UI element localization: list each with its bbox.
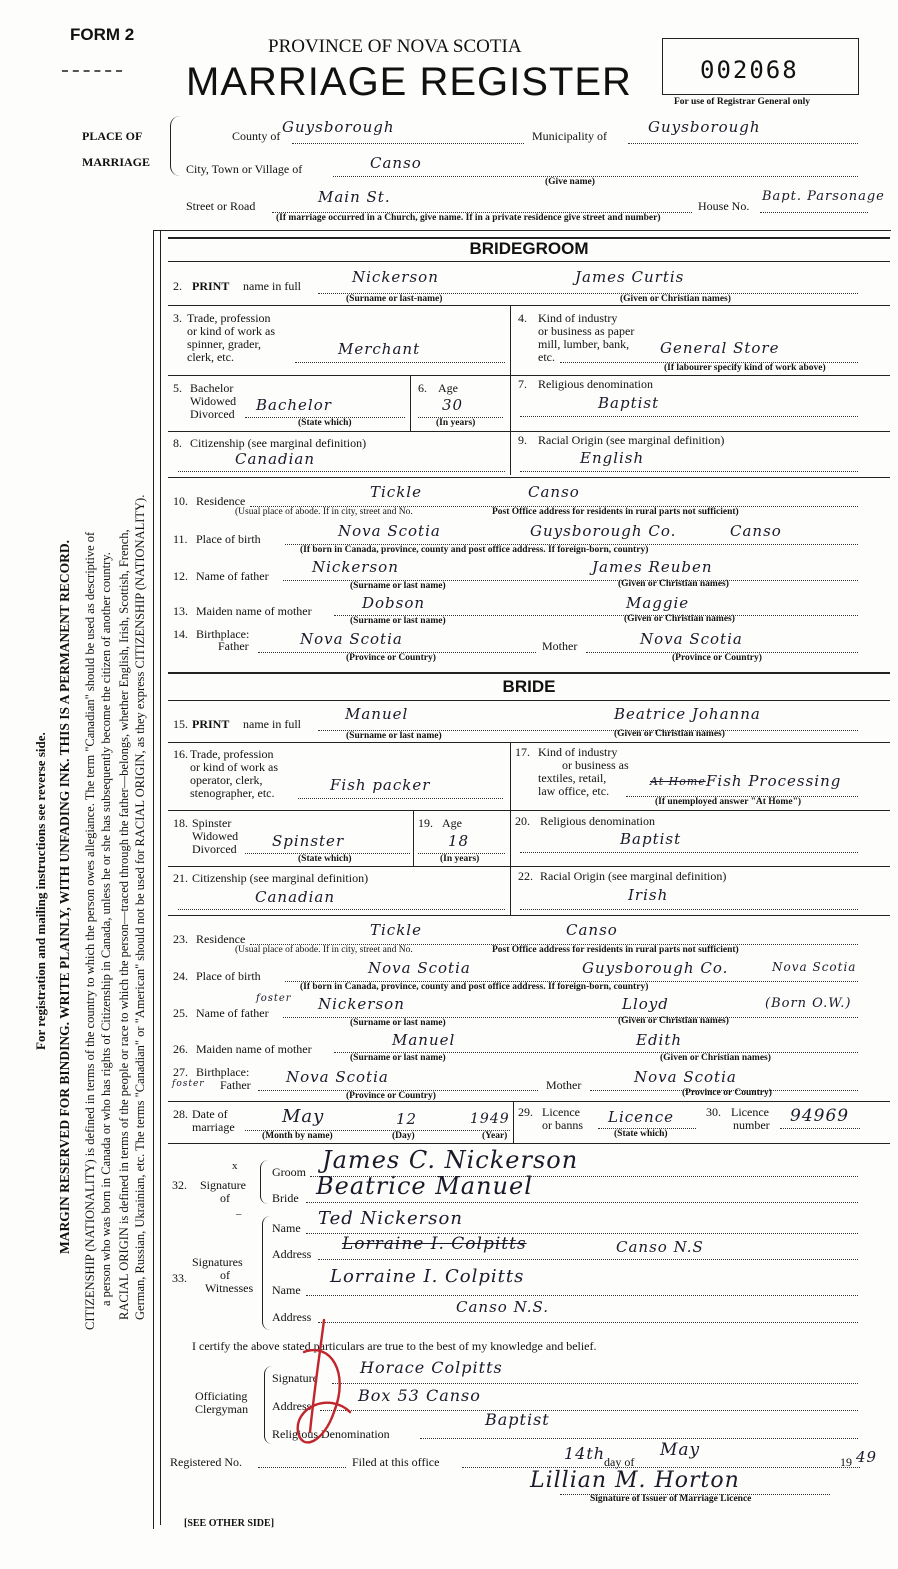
bride-heading: BRIDE [502, 677, 556, 696]
bride-trade[interactable]: Fish packer [330, 776, 431, 794]
q21-number: 21. [173, 871, 188, 885]
day-of-label: day of [604, 1455, 635, 1469]
groom-age[interactable]: 30 [442, 396, 464, 414]
groom-residence-2[interactable]: Canso [528, 483, 580, 501]
bride-sig-line [306, 1202, 858, 1203]
q12-given-caption: (Given or Christian names) [618, 579, 729, 589]
q15-surname-caption: (Surname or last name) [346, 731, 442, 741]
q33-line-1: Signatures [192, 1255, 243, 1269]
registered-no-label: Registered No. [170, 1455, 242, 1469]
bride-birth-2[interactable]: Guysborough Co. [582, 959, 729, 977]
witness2-name-label: Name [272, 1283, 301, 1297]
bride-mother-birthplace[interactable]: Nova Scotia [634, 1068, 737, 1086]
see-other-side: [SEE OTHER SIDE] [184, 1518, 275, 1529]
province-heading: PROVINCE OF NOVA SCOTIA [268, 36, 522, 57]
q5-number: 5. [173, 381, 182, 395]
q28-line-2: marriage [192, 1120, 235, 1134]
q15-label: name in full [243, 717, 301, 731]
row-rule [168, 431, 890, 432]
q19-caption: (In years) [440, 854, 480, 864]
q6-number: 6. [418, 381, 427, 395]
q16-line [298, 798, 503, 799]
q9-number: 9. [518, 433, 527, 447]
col-divider [510, 742, 511, 810]
q17-line-4: law office, etc. [538, 784, 610, 798]
filed-year-prefix: 19 [840, 1455, 852, 1469]
city-line [333, 176, 858, 177]
margin-instructions: For registration and mailing instructions see reverse side. [33, 732, 48, 1050]
house-value[interactable]: Bapt. Parsonage [762, 189, 885, 204]
q29-line-1: Licence [542, 1105, 580, 1119]
q2-label: name in full [243, 279, 301, 293]
row-rule [168, 477, 890, 478]
row-rule [168, 866, 890, 867]
margin-citizenship-def-2: a person who was born in Canada or who has rights of Citizenship in Canada, unless he or she has subsequently become the citizen of another country. [99, 552, 113, 1306]
filed-month[interactable]: May [660, 1440, 701, 1460]
bride-given[interactable]: Beatrice Johanna [614, 705, 761, 723]
row-rule [168, 915, 890, 916]
bride-status[interactable]: Spinster [272, 832, 345, 850]
q33-line-3: Witnesses [205, 1281, 254, 1295]
bride-sig-label: Bride [272, 1191, 299, 1205]
groom-birth-2[interactable]: Guysborough Co. [530, 522, 677, 540]
q27-mother-caption: (Province or Country) [682, 1088, 772, 1098]
q13-given-caption: (Given or Christian names) [624, 614, 735, 624]
q18-caption: (State which) [298, 854, 352, 864]
q4-caption: (If labourer specify kind of work above) [664, 363, 826, 373]
q32-line-2: of [220, 1191, 230, 1205]
q8-label: Citizenship (see marginal definition) [190, 436, 367, 450]
licence-number[interactable]: 94969 [790, 1106, 850, 1126]
witness1-name-label: Name [272, 1221, 301, 1235]
groom-father-birthplace[interactable]: Nova Scotia [300, 630, 403, 648]
q17-caption: (If unemployed answer "At Home") [655, 797, 802, 807]
registrar-note: For use of Registrar General only [674, 97, 811, 107]
form-number: FORM 2 [70, 25, 135, 44]
q25-label: Name of father [196, 1006, 269, 1020]
q14-number: 14. [173, 627, 188, 641]
q7-label: Religious denomination [538, 377, 653, 391]
witness2-address[interactable]: Canso N.S. [456, 1298, 550, 1316]
city-value[interactable]: Canso [370, 154, 422, 172]
q27-label: Birthplace: [196, 1065, 250, 1079]
groom-mother-given[interactable]: Maggie [626, 594, 690, 612]
q20-number: 20. [515, 814, 530, 828]
witness1-address-label: Address [272, 1247, 312, 1261]
place-label-2: MARRIAGE [82, 155, 150, 169]
row-rule [168, 742, 890, 743]
q7-line [520, 416, 858, 417]
filed-year-suffix[interactable]: 49 [856, 1448, 878, 1466]
clergy-address-label: Address [272, 1399, 312, 1413]
bride-signature[interactable]: Beatrice Manuel [316, 1172, 533, 1200]
bride-father-note[interactable]: (Born O.W.) [765, 996, 852, 1011]
bride-header-bottom [168, 700, 890, 701]
q16-number: 16. [173, 747, 188, 761]
q3-line-3: spinner, grader, [187, 337, 262, 351]
q10-label: Residence [196, 494, 246, 508]
row-rule [168, 375, 890, 376]
place-label-1: PLACE OF [82, 129, 143, 143]
q3-line [295, 362, 505, 363]
q16-line-4: stenographer, etc. [190, 786, 275, 800]
col-divider [513, 1101, 514, 1143]
ink-mark [62, 70, 122, 75]
q17-number: 17. [515, 745, 530, 759]
q28-month-caption: (Month by name) [262, 1131, 333, 1141]
col-divider [510, 375, 511, 475]
q12-number: 12. [173, 569, 188, 583]
witness1-name[interactable]: Ted Nickerson [318, 1208, 463, 1229]
q23-number: 23. [173, 932, 188, 946]
house-line [760, 212, 868, 213]
q27-father-caption: (Province or Country) [346, 1091, 436, 1101]
marriage-month[interactable]: May [282, 1106, 325, 1127]
bride-mother-surname[interactable]: Manuel [392, 1031, 456, 1049]
municipality-line [628, 143, 858, 144]
q24-label: Place of birth [196, 969, 261, 983]
witness-mark: _ [236, 1204, 242, 1216]
groom-father-given[interactable]: James Reuben [592, 558, 713, 576]
clergy-denomination-line [420, 1438, 858, 1439]
groom-mother-birthplace[interactable]: Nova Scotia [640, 630, 743, 648]
bride-father-birthplace[interactable]: Nova Scotia [286, 1068, 389, 1086]
groom-origin[interactable]: English [580, 449, 645, 467]
groom-given[interactable]: James Curtis [575, 268, 685, 286]
margin-racial-def-1: RACIAL ORIGIN is defined in terms of the people or race to which the person—traced through the father—belongs, whether English, Irish, Scottish, French, [117, 529, 131, 1320]
q30-number: 30. [706, 1105, 721, 1119]
bride-age[interactable]: 18 [448, 832, 470, 850]
q29-line-2: or banns [542, 1118, 583, 1132]
issuer-caption: Signature of Issuer of Marriage Licence [590, 1494, 752, 1504]
q7-number: 7. [518, 377, 527, 391]
clergy-denomination[interactable]: Baptist [485, 1410, 550, 1429]
q6-label: Age [438, 381, 458, 395]
q2-number: 2. [173, 279, 182, 293]
sig-brace [260, 1160, 269, 1204]
q19-label: Age [442, 816, 462, 830]
form-inner-rule [160, 230, 161, 1525]
q29-number: 29. [518, 1105, 533, 1119]
q14-father-label: Father [218, 639, 249, 653]
q16-line-2: or kind of work as [190, 760, 278, 774]
q20-label: Religious denomination [540, 814, 655, 828]
groom-surname[interactable]: Nickerson [352, 268, 439, 286]
register-number: 002068 [700, 56, 799, 84]
q26-given-caption: (Given or Christian names) [660, 1053, 771, 1063]
q33-line-2: of [220, 1268, 230, 1282]
q18-line-2: Widowed [192, 829, 239, 843]
q22-number: 22. [518, 869, 533, 883]
q14-mother-label: Mother [542, 639, 578, 653]
q28-day-caption: (Day) [392, 1131, 415, 1141]
q33-number: 33. [172, 1271, 187, 1285]
q10-caption-b: Post Office address for residents in rural parts not sufficient) [492, 507, 739, 517]
issuer-signature[interactable]: Lillian M. Horton [530, 1468, 740, 1493]
bride-religion[interactable]: Baptist [620, 830, 682, 848]
q8-number: 8. [173, 436, 182, 450]
q22-label: Racial Origin (see marginal definition) [540, 869, 727, 883]
county-label: County of [232, 129, 281, 143]
q3-number: 3. [173, 311, 182, 325]
q20-line [520, 852, 858, 853]
q21-label: Citizenship (see marginal definition) [192, 871, 369, 885]
q27-insert: foster [172, 1079, 205, 1089]
q15-print: PRINT [192, 717, 230, 731]
street-label: Street or Road [186, 199, 256, 213]
licence-type[interactable]: Licence [608, 1108, 674, 1126]
q4-line-3: mill, lumber, bank, [538, 337, 630, 351]
bride-father-given[interactable]: Lloyd [622, 995, 669, 1013]
q5-line-1: Bachelor [190, 381, 234, 395]
q19-number: 19. [418, 816, 433, 830]
q11-label: Place of birth [196, 532, 261, 546]
groom-birth-1[interactable]: Nova Scotia [338, 522, 441, 540]
q11-number: 11. [173, 532, 188, 546]
q15-given-caption: (Given or Christian names) [614, 729, 725, 739]
municipality-value[interactable]: Guysborough [648, 118, 761, 136]
q29-caption: (State which) [614, 1129, 668, 1139]
q3-line-2: or kind of work as [187, 324, 275, 338]
groom-citizenship[interactable]: Canadian [235, 450, 316, 468]
q17-line-1: Kind of industry [538, 745, 618, 759]
county-value[interactable]: Guysborough [282, 118, 395, 136]
registered-no-line [258, 1467, 346, 1468]
q2-print: PRINT [192, 279, 230, 293]
q18-number: 18. [173, 816, 188, 830]
place-brace [170, 116, 181, 176]
q25-given-caption: (Given or Christian names) [618, 1016, 729, 1026]
q25-number: 25. [173, 1006, 188, 1020]
q28-line-1: Date of [192, 1107, 228, 1121]
q25-insert: foster [256, 993, 292, 1004]
groom-industry[interactable]: General Store [660, 339, 780, 357]
clergy-address[interactable]: Box 53 Canso [358, 1386, 481, 1405]
q6-caption: (In years) [436, 418, 476, 428]
witness1-address-line [318, 1259, 858, 1260]
q2-given-caption: (Given or Christian names) [620, 294, 731, 304]
bride-surname[interactable]: Manuel [345, 705, 409, 723]
groom-religion[interactable]: Baptist [598, 394, 660, 412]
bride-birth-1[interactable]: Nova Scotia [368, 959, 471, 977]
give-name-caption: (Give name) [545, 177, 595, 187]
officiating-line-1: Officiating [195, 1389, 248, 1403]
registrar-red-mark [290, 1312, 370, 1462]
city-label: City, Town or Village of [186, 162, 303, 176]
witness-brace [262, 1216, 271, 1330]
q9-line [520, 471, 858, 472]
q23-caption-a: (Usual place of abode. If in city, street and No. [235, 945, 413, 955]
q25-surname-caption: (Surname or last name) [350, 1018, 446, 1028]
witness2-address-label: Address [272, 1310, 312, 1324]
row-rule [168, 810, 890, 811]
certify-text: I certify the above stated particulars are true to the best of my knowledge and belief. [192, 1339, 597, 1353]
q24-number: 24. [173, 969, 188, 983]
q4-line-4: etc. [538, 350, 555, 364]
q26-surname-caption: (Surname or last name) [350, 1053, 446, 1063]
clergy-address-line [320, 1410, 858, 1411]
groom-status[interactable]: Bachelor [256, 396, 332, 414]
margin-racial-def-2: German, Russian, Ukrainian, etc. The terms "Canadian" or "American" should not be used for RACIAL ORIGIN, as they express CITIZENSHIP (NATIONALITY). [133, 494, 147, 1320]
q16-line-1: Trade, profession [190, 747, 274, 761]
q28-number: 28. [173, 1107, 188, 1121]
col-divider [410, 375, 411, 431]
bride-residence-2[interactable]: Canso [566, 921, 618, 939]
q10-caption-a: (Usual place of abode. If in city, street and No. [235, 507, 413, 517]
q2-surname-caption: (Surname or last-name) [346, 294, 443, 304]
groom-trade[interactable]: Merchant [338, 340, 421, 358]
q28-year-caption: (Year) [482, 1131, 508, 1141]
house-label: House No. [698, 199, 750, 213]
q14-father-caption: (Province or Country) [346, 653, 436, 663]
q27-number: 27. [173, 1065, 188, 1079]
church-note: (If marriage occurred in a Church, give name. If in a private residence give street and number) [276, 213, 661, 223]
bride-residence-1[interactable]: Tickle [370, 921, 422, 939]
bridegroom-heading: BRIDEGROOM [469, 239, 589, 258]
q21-line [178, 909, 505, 910]
groom-residence-1[interactable]: Tickle [370, 483, 422, 501]
q30-line-1: Licence [731, 1105, 769, 1119]
bride-mother-given[interactable]: Edith [636, 1031, 683, 1049]
q17-line-2: or business as [562, 758, 629, 772]
q32-line-1: Signature [200, 1178, 246, 1192]
sig-mark: x [232, 1160, 238, 1172]
marriage-year[interactable]: 1949 [470, 1111, 510, 1127]
q26-number: 26. [173, 1042, 188, 1056]
q3-line-4: clerk, etc. [187, 350, 234, 364]
groom-sig-label: Groom [272, 1165, 306, 1179]
row-rule [168, 305, 890, 306]
q13-number: 13. [173, 604, 188, 618]
q30-line-2: number [733, 1118, 770, 1132]
filed-day[interactable]: 14th [564, 1444, 606, 1463]
margin-citizenship-def-1: CITIZENSHIP (NATIONALITY) is defined in terms of the country to which the person owes allegiance. The term "Canadian" should be used as descriptive of [83, 531, 97, 1330]
bride-header-top [168, 672, 890, 674]
q4-line-2: or business as paper [538, 324, 635, 338]
q18-line-1: Spinster [192, 816, 232, 830]
q16-line-3: operator, clerk, [190, 773, 263, 787]
q13-surname-caption: (Surname or last name) [350, 616, 446, 626]
q14-mother-caption: (Province or Country) [672, 653, 762, 663]
q18-line-3: Divorced [192, 842, 237, 856]
q12-label: Name of father [196, 569, 269, 583]
q10-number: 10. [173, 494, 188, 508]
q5-caption: (State which) [298, 418, 352, 428]
clergy-signature[interactable]: Horace Colpitts [360, 1358, 503, 1377]
row-rule [168, 1143, 890, 1144]
groom-header-bottom [168, 261, 890, 262]
witness1-address-struck: Lorraine I. Colpitts [342, 1234, 527, 1254]
q22-line [520, 909, 858, 910]
groom-birth-3[interactable]: Canso [730, 522, 782, 540]
bride-father-surname[interactable]: Nickerson [318, 995, 405, 1013]
q15-number: 15. [173, 717, 188, 731]
groom-mother-surname[interactable]: Dobson [362, 594, 426, 612]
witness1-address[interactable]: Canso N.S [616, 1238, 704, 1256]
witness2-name-line [306, 1295, 858, 1296]
q17-line-3: textiles, retail, [538, 771, 607, 785]
officiating-line-2: Clergyman [195, 1402, 249, 1416]
document-title: MARRIAGE REGISTER [186, 60, 632, 104]
q24-caption: (If born in Canada, province, county and post office address. If foreign-born, country) [300, 982, 649, 992]
row-rule [168, 1101, 890, 1102]
q23-label: Residence [196, 932, 246, 946]
bride-origin[interactable]: Irish [628, 886, 669, 904]
clergy-denomination-label: Religious Denomination [272, 1427, 390, 1441]
col-divider [510, 305, 511, 375]
clergy-signature-line [332, 1383, 858, 1384]
clergy-signature-label: Signature [272, 1371, 318, 1385]
q5-line-3: Divorced [190, 407, 235, 421]
q23-caption-b: Post Office address for residents in rural parts not sufficient) [492, 945, 739, 955]
q13-label: Maiden name of mother [196, 604, 312, 618]
col-divider [413, 810, 414, 866]
q12-surname-caption: (Surname or last name) [350, 581, 446, 591]
q4-line-1: Kind of industry [538, 311, 618, 325]
groom-father-surname[interactable]: Nickerson [312, 558, 399, 576]
witness2-name[interactable]: Lorraine I. Colpitts [330, 1266, 525, 1287]
filed-label: Filed at this office [352, 1455, 440, 1469]
county-line [292, 143, 524, 144]
q30-line [780, 1128, 860, 1129]
bride-industry[interactable]: Fish Processing [706, 772, 842, 790]
q11-caption: (If born in Canada, province, county and post office address. If foreign-born, country) [300, 545, 649, 555]
q9-label: Racial Origin (see marginal definition) [538, 433, 725, 447]
bride-citizenship[interactable]: Canadian [255, 888, 336, 906]
margin-binding-notice: MARGIN RESERVED FOR BINDING. WRITE PLAINLY, WITH UNFADING INK. THIS IS A PERMANENT RECORD. [57, 539, 72, 1254]
witness2-address-line [318, 1322, 858, 1323]
col-divider [510, 810, 511, 915]
q32-number: 32. [172, 1178, 187, 1192]
q4-number: 4. [518, 311, 527, 325]
bride-industry-struck: At Home [650, 775, 706, 788]
q3-line-1: Trade, profession [187, 311, 271, 325]
groom-signature[interactable]: James C. Nickerson [322, 1146, 579, 1174]
marriage-day[interactable]: 12 [396, 1110, 418, 1128]
street-value[interactable]: Main St. [318, 188, 391, 206]
q5-line-2: Widowed [190, 394, 237, 408]
q14-label: Birthplace: [196, 627, 250, 641]
q26-label: Maiden name of mother [196, 1042, 312, 1056]
q8-line [178, 471, 505, 472]
bride-birth-3[interactable]: Nova Scotia [772, 960, 857, 974]
q27-mother-label: Mother [546, 1078, 582, 1092]
municipality-label: Municipality of [532, 129, 607, 143]
q27-father-label: Father [220, 1078, 251, 1092]
